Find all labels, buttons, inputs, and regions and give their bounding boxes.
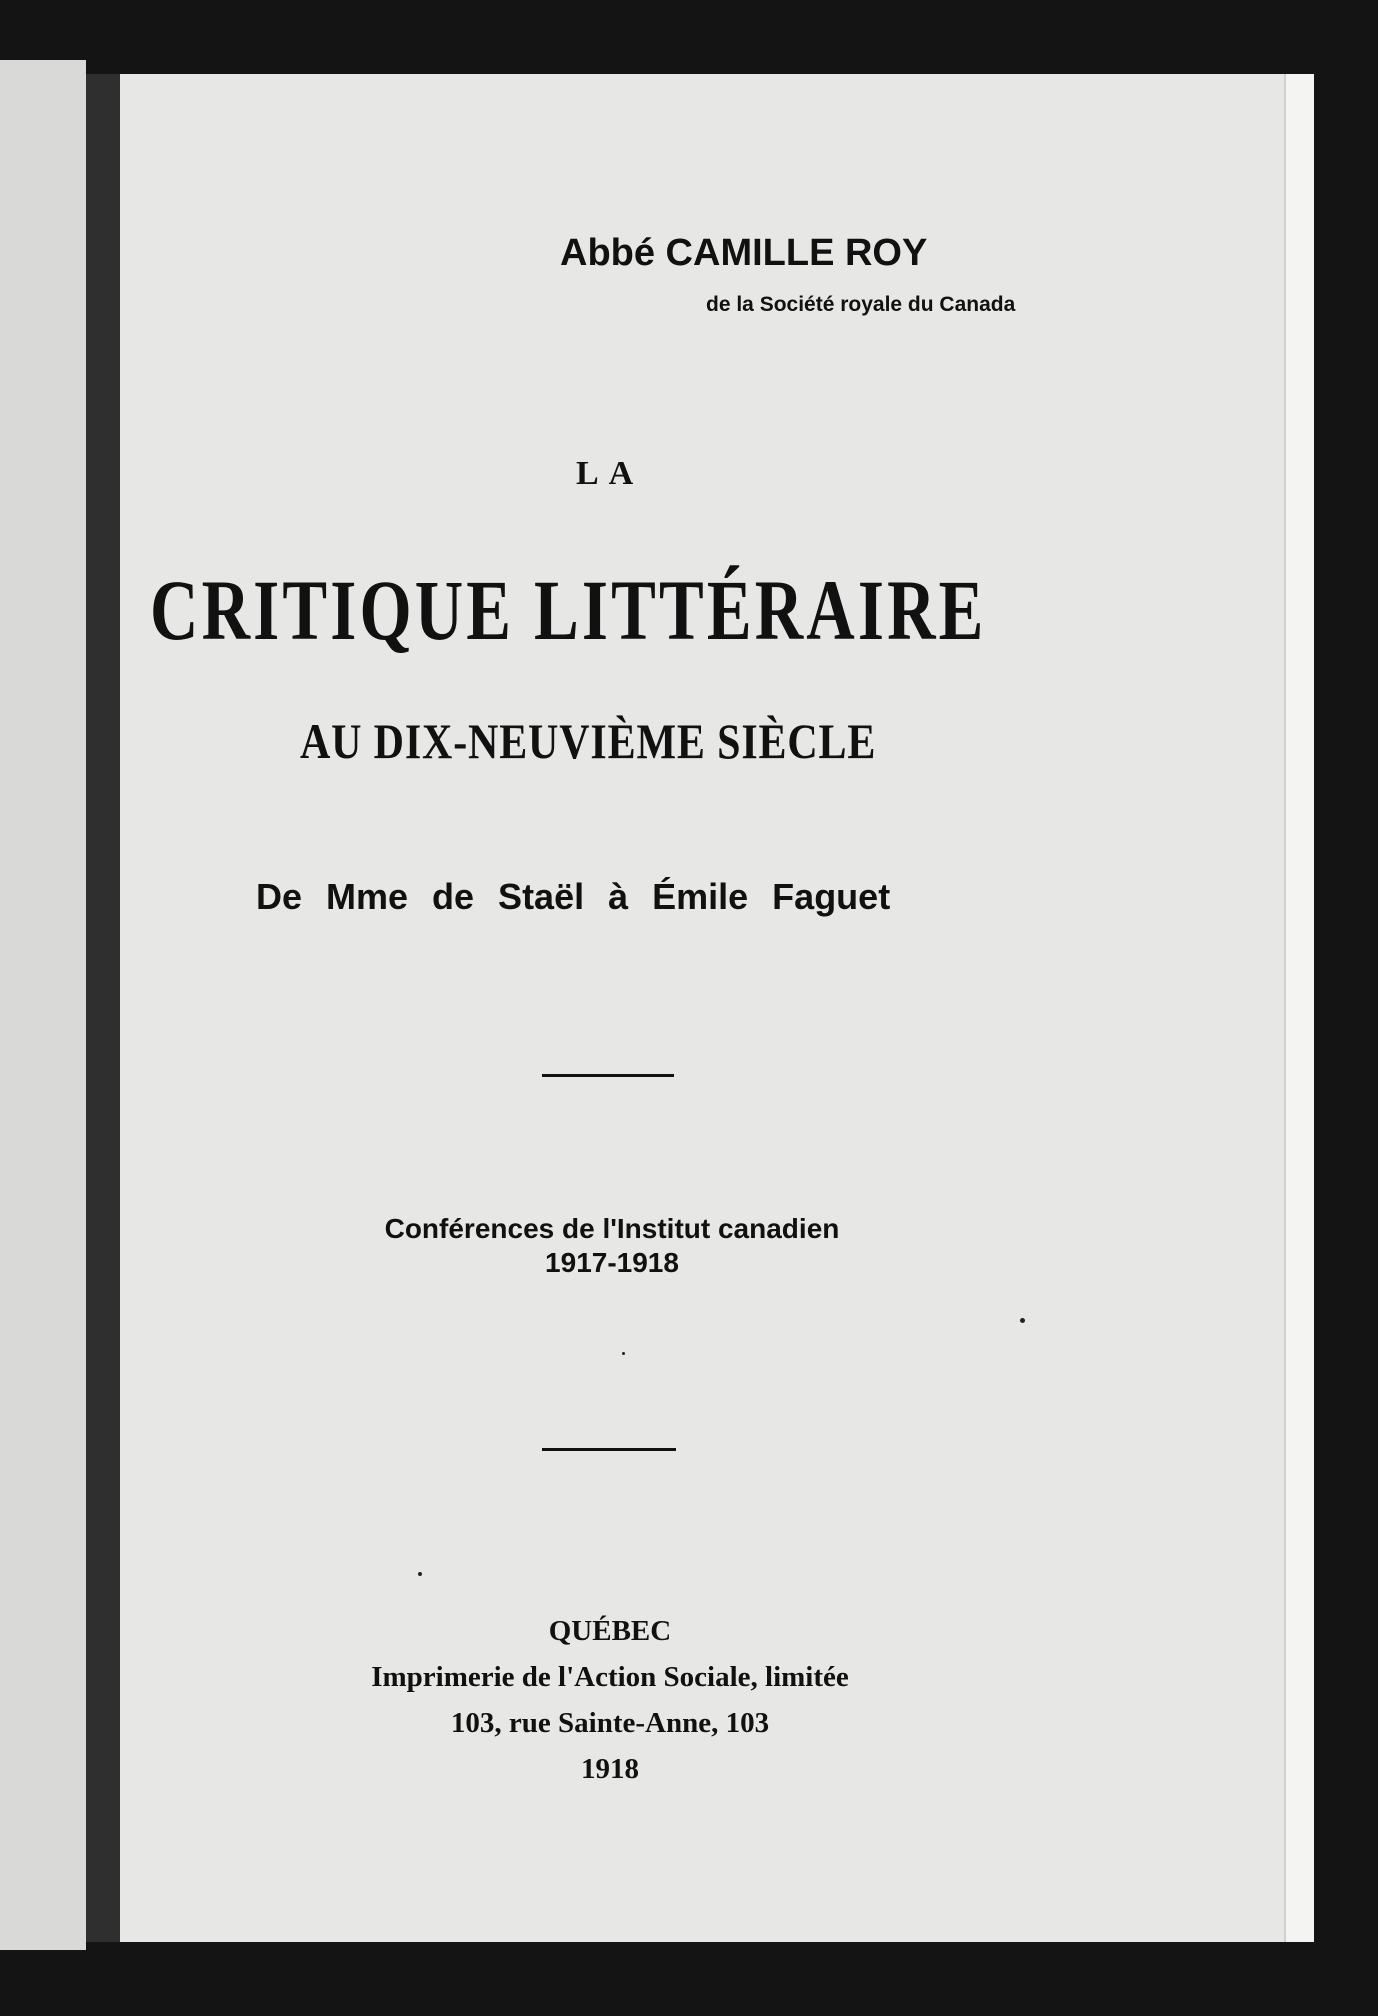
series-title: Conférences de l'Institut canadien [384,1213,840,1244]
divider-rule-top [542,1074,674,1077]
page-gutter-shadow [86,74,120,1942]
imprint-block [280,1608,940,1792]
subtitle-range: De Mme de Staël à Émile Faguet [256,876,891,917]
author-affiliation: de la Société royale du Canada [706,293,1016,316]
divider-rule-bottom [542,1448,676,1451]
book-title: CRITIQUE LITTÉRAIRE [150,562,987,658]
facing-page-edge [0,60,86,1950]
title-article: LA [576,455,644,492]
imprint-year: 1918 [581,1753,639,1785]
page-edge [1284,74,1314,1942]
imprint-printer: Imprimerie de l'Action Sociale, limitée [371,1661,849,1693]
series-years: 1917-1918 [545,1247,679,1278]
imprint-city: QUÉBEC [548,1615,672,1647]
imprint-address: 103, rue Sainte-Anne, 103 [450,1707,770,1739]
book-subtitle: AU DIX-NEUVIÈME SIÈCLE [300,713,877,769]
author-name: Abbé CAMILLE ROY [560,232,928,274]
paper-speck [418,1572,422,1576]
series-info [332,1212,892,1280]
paper-speck [1020,1318,1025,1323]
paper-speck [622,1352,625,1355]
